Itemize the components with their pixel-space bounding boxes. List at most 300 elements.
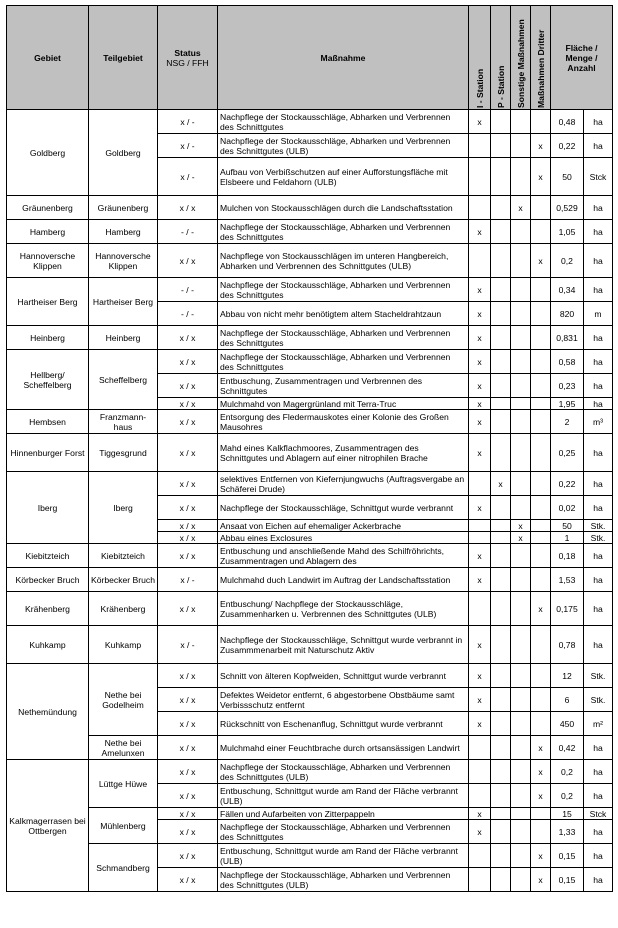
cell-status: x / - [158,158,218,196]
cell-unit: ha [584,134,613,158]
cell-massnahme: Entbuschung und anschließende Mahd des Schilfröhrichts, Zusammentragen und Ablagern des [218,544,469,568]
cell-massnahme: Nachpflege der Stockausschläge, Abharken und Verbrennen des Schnittgutes [218,350,469,374]
cell-value: 1 [551,532,584,544]
cell-dritter: x [531,134,551,158]
cell-massnahme: Nachpflege der Stockausschläge, Abharken und Verbrennen des Schnittgutes (ULB) [218,760,469,784]
header-istation-label: I - Station [474,68,485,108]
cell-pstation [491,244,511,278]
cell-teilgebiet: Scheffelberg [89,350,158,410]
cell-value: 0,23 [551,374,584,398]
cell-unit: ha [584,760,613,784]
cell-massnahme: Entbuschung, Zusammentragen und Verbrennen des Schnittgutes [218,374,469,398]
cell-teilgebiet: Kuhkamp [89,626,158,664]
cell-value: 0,25 [551,434,584,472]
cell-pstation [491,784,511,808]
cell-status: - / - [158,302,218,326]
cell-sonstige [511,134,531,158]
cell-pstation [491,410,511,434]
cell-istation: x [469,664,491,688]
cell-massnahme: Abbau von nicht mehr benötigtem altem Stacheldrahtzaun [218,302,469,326]
cell-sonstige [511,808,531,820]
cell-massnahme: Mahd eines Kalkflachmoores, Zusammentragen des Schnittgutes und Ablagern auf einer nitrophilen Brache [218,434,469,472]
cell-istation: x [469,350,491,374]
cell-istation: x [469,434,491,472]
cell-gebiet: Kuhkamp [7,626,89,664]
cell-massnahme: Nachpflege der Stockausschläge, Abharken und Verbrennen des Schnittgutes [218,820,469,844]
cell-value: 0,58 [551,350,584,374]
cell-value: 1,53 [551,568,584,592]
cell-dritter [531,568,551,592]
cell-teilgebiet: Krähenberg [89,592,158,626]
cell-massnahme: Mulchmahd duch Landwirt im Auftrag der Landschaftsstation [218,568,469,592]
cell-pstation [491,350,511,374]
cell-dritter [531,808,551,820]
cell-status: - / - [158,278,218,302]
cell-dritter [531,434,551,472]
table-row [7,350,613,374]
cell-dritter: x [531,736,551,760]
cell-dritter [531,712,551,736]
cell-unit: ha [584,784,613,808]
cell-istation: x [469,398,491,410]
cell-unit: ha [584,220,613,244]
cell-sonstige [511,568,531,592]
cell-teilgebiet: Iberg [89,472,158,544]
cell-istation: x [469,626,491,664]
cell-pstation [491,158,511,196]
cell-massnahme: Entbuschung, Schnittgut wurde am Rand der Fläche verbrannt (ULB) [218,844,469,868]
cell-value: 6 [551,688,584,712]
cell-istation: x [469,568,491,592]
cell-istation: x [469,326,491,350]
cell-pstation [491,374,511,398]
cell-value: 0,34 [551,278,584,302]
cell-sonstige [511,434,531,472]
cell-teilgebiet: Gräunenberg [89,196,158,220]
cell-sonstige: x [511,520,531,532]
cell-istation [469,520,491,532]
cell-istation: x [469,712,491,736]
cell-value: 0,02 [551,496,584,520]
cell-sonstige [511,820,531,844]
cell-status: x / x [158,434,218,472]
cell-dritter [531,544,551,568]
cell-value: 15 [551,808,584,820]
cell-istation [469,196,491,220]
cell-sonstige [511,592,531,626]
cell-teilgebiet: Hartheiser Berg [89,278,158,326]
cell-massnahme: Entbuschung, Schnittgut wurde am Rand der Fläche verbrannt (ULB) [218,784,469,808]
cell-value: 0,22 [551,134,584,158]
cell-pstation [491,302,511,326]
cell-unit: Stck [584,158,613,196]
table-row [7,736,613,760]
cell-status: x / x [158,712,218,736]
table-row [7,592,613,626]
cell-unit: ha [584,592,613,626]
cell-gebiet: Hinnenburger Forst [7,434,89,472]
cell-unit: ha [584,868,613,892]
cell-istation [469,532,491,544]
cell-dritter [531,110,551,134]
cell-massnahme: Nachpflege der Stockausschläge, Abharken und Verbrennen des Schnittgutes [218,110,469,134]
cell-massnahme: Nachpflege der Stockausschläge, Abharken und Verbrennen des Schnittgutes [218,220,469,244]
cell-istation: x [469,278,491,302]
cell-istation [469,868,491,892]
cell-teilgebiet: Nethe bei Amelunxen [89,736,158,760]
cell-unit: ha [584,374,613,398]
cell-unit: ha [584,472,613,496]
table-row [7,664,613,688]
cell-massnahme: Nachpflege von Stockausschlägen im unteren Hangbereich, Abharken und Verbrennen des Schnittgutes (ULB) [218,244,469,278]
cell-sonstige [511,664,531,688]
cell-dritter [531,398,551,410]
cell-value: 12 [551,664,584,688]
cell-sonstige [511,626,531,664]
cell-teilgebiet: Franzmann-haus [89,410,158,434]
cell-sonstige [511,398,531,410]
cell-pstation [491,196,511,220]
header-flaeche-2: Menge / [565,52,598,63]
cell-pstation [491,134,511,158]
cell-pstation: x [491,472,511,496]
cell-gebiet: Hartheiser Berg [7,278,89,326]
cell-pstation [491,688,511,712]
cell-gebiet: Kalkmagerrasen bei Ottbergen [7,760,89,892]
cell-sonstige [511,110,531,134]
cell-dritter: x [531,244,551,278]
cell-sonstige [511,220,531,244]
cell-dritter [531,302,551,326]
cell-unit: m³ [584,410,613,434]
cell-gebiet: Gräunenberg [7,196,89,220]
header-sonstige [511,6,531,110]
cell-value: 0,15 [551,844,584,868]
cell-istation [469,244,491,278]
cell-value: 0,2 [551,784,584,808]
table-row [7,220,613,244]
cell-gebiet: Kiebitzteich [7,544,89,568]
cell-status: x / x [158,326,218,350]
cell-status: x / x [158,520,218,532]
cell-status: x / x [158,532,218,544]
cell-sonstige [511,278,531,302]
cell-pstation [491,220,511,244]
cell-status: x / - [158,134,218,158]
cell-unit: Stk. [584,520,613,532]
cell-unit: ha [584,326,613,350]
cell-unit: ha [584,626,613,664]
cell-unit: ha [584,568,613,592]
cell-value: 0,2 [551,760,584,784]
cell-value: 50 [551,520,584,532]
cell-dritter [531,410,551,434]
cell-pstation [491,434,511,472]
cell-massnahme: Schnitt von älteren Kopfweiden, Schnittgut wurde verbrannt [218,664,469,688]
cell-pstation [491,808,511,820]
cell-pstation [491,712,511,736]
cell-pstation [491,568,511,592]
cell-massnahme: Ansaat von Eichen auf ehemaliger Ackerbrache [218,520,469,532]
cell-unit: ha [584,434,613,472]
cell-istation [469,844,491,868]
cell-dritter [531,196,551,220]
cell-istation [469,134,491,158]
table-row [7,760,613,784]
cell-gebiet: Heinberg [7,326,89,350]
table-row [7,844,613,868]
cell-status: x / x [158,808,218,820]
cell-unit: ha [584,110,613,134]
cell-istation [469,158,491,196]
table-row [7,326,613,350]
cell-massnahme: Entsorgung des Fledermauskotes einer Kolonie des Großen Mausohres [218,410,469,434]
cell-dritter [531,626,551,664]
cell-unit: ha [584,820,613,844]
cell-unit: ha [584,196,613,220]
cell-unit: Stk. [584,688,613,712]
cell-unit: ha [584,350,613,374]
cell-unit: ha [584,278,613,302]
cell-massnahme: Nachpflege der Stockausschläge, Abharken und Verbrennen des Schnittgutes [218,278,469,302]
cell-dritter [531,350,551,374]
cell-status: x / - [158,110,218,134]
cell-istation [469,472,491,496]
cell-teilgebiet: Hamberg [89,220,158,244]
cell-gebiet: Hannoversche Klippen [7,244,89,278]
header-flaeche-1: Fläche / [565,42,598,53]
cell-teilgebiet: Tiggesgrund [89,434,158,472]
cell-massnahme: Mulchmahd einer Feuchtbrache durch ortsansässigen Landwirt [218,736,469,760]
cell-teilgebiet: Kiebitzteich [89,544,158,568]
cell-teilgebiet: Schmandberg [89,844,158,892]
cell-status: x / x [158,844,218,868]
cell-massnahme: Nachpflege der Stockausschläge, Abharken und Verbrennen des Schnittgutes (ULB) [218,868,469,892]
cell-sonstige [511,158,531,196]
cell-unit: Stck [584,808,613,820]
cell-massnahme: Fällen und Aufarbeiten von Zitterpappeln [218,808,469,820]
cell-status: x / x [158,688,218,712]
cell-dritter [531,688,551,712]
cell-value: 0,15 [551,868,584,892]
cell-gebiet: Hamberg [7,220,89,244]
cell-dritter [531,820,551,844]
cell-istation: x [469,220,491,244]
cell-dritter [531,220,551,244]
cell-massnahme: Aufbau von Verbißschutzen auf einer Aufforstungsfläche mit Elsbeere und Feldahorn (ULB) [218,158,469,196]
cell-status: x / x [158,374,218,398]
header-flaeche-3: Anzahl [567,62,596,73]
cell-sonstige [511,784,531,808]
cell-massnahme: Entbuschung/ Nachpflege der Stockausschläge, Zusammenharken u. Verbrennen des Schnittgutes (ULB) [218,592,469,626]
cell-unit: ha [584,244,613,278]
cell-status: x / x [158,784,218,808]
cell-status: x / x [158,472,218,496]
cell-pstation [491,844,511,868]
cell-sonstige [511,374,531,398]
cell-massnahme: Nachpflege der Stockausschläge, Schnittgut wurde verbrannt in Zusammmenarbeit mit Naturschutz Aktiv [218,626,469,664]
cell-istation: x [469,820,491,844]
cell-gebiet: Iberg [7,472,89,544]
cell-value: 0,48 [551,110,584,134]
cell-value: 1,33 [551,820,584,844]
cell-dritter [531,532,551,544]
cell-dritter [531,278,551,302]
table-row [7,278,613,302]
cell-unit: Stk. [584,532,613,544]
cell-value: 0,18 [551,544,584,568]
cell-value: 450 [551,712,584,736]
cell-massnahme: Defektes Weidetor entfernt, 6 abgestorbene Obstbäume samt Verbissschutz entfernt [218,688,469,712]
cell-pstation [491,398,511,410]
cell-value: 0,22 [551,472,584,496]
cell-unit: m [584,302,613,326]
cell-gebiet: Nethemündung [7,664,89,760]
header-massnahme: Maßnahme [218,6,469,110]
header-istation [469,6,491,110]
cell-teilgebiet: Nethe bei Godelheim [89,664,158,736]
cell-dritter: x [531,592,551,626]
cell-istation: x [469,544,491,568]
cell-gebiet: Goldberg [7,110,89,196]
cell-gebiet: Körbecker Bruch [7,568,89,592]
cell-sonstige [511,326,531,350]
measures-table [6,5,613,892]
table-row [7,544,613,568]
cell-status: x / x [158,496,218,520]
cell-dritter: x [531,844,551,868]
cell-massnahme: Nachpflege der Stockausschläge, Schnittgut wurde verbrannt [218,496,469,520]
table-row [7,568,613,592]
cell-dritter: x [531,784,551,808]
cell-massnahme: Nachpflege der Stockausschläge, Abharken und Verbrennen des Schnittgutes [218,326,469,350]
cell-unit: ha [584,844,613,868]
header-teilgebiet: Teilgebiet [89,6,158,110]
cell-status: x / x [158,544,218,568]
cell-teilgebiet: Heinberg [89,326,158,350]
cell-dritter: x [531,868,551,892]
header-status-line2: NSG / FFH [166,57,209,68]
cell-status: x / - [158,626,218,664]
header-sonstige-label: Sonstige Maßnahmen [515,18,526,108]
cell-istation [469,784,491,808]
cell-pstation [491,760,511,784]
cell-istation: x [469,110,491,134]
cell-pstation [491,592,511,626]
cell-pstation [491,820,511,844]
cell-value: 0,2 [551,244,584,278]
table-row [7,110,613,134]
table-row [7,472,613,496]
cell-value: 1,95 [551,398,584,410]
table-row [7,808,613,820]
cell-value: 0,529 [551,196,584,220]
cell-unit: ha [584,398,613,410]
cell-sonstige: x [511,532,531,544]
header-status-line1: Status [174,47,201,58]
cell-pstation [491,326,511,350]
cell-gebiet: Krähenberg [7,592,89,626]
cell-sonstige [511,244,531,278]
cell-status: x / x [158,868,218,892]
cell-value: 1,05 [551,220,584,244]
table-row [7,196,613,220]
cell-sonstige [511,302,531,326]
cell-status: x / x [158,196,218,220]
header-pstation [491,6,511,110]
cell-istation: x [469,688,491,712]
cell-status: x / x [158,820,218,844]
cell-istation [469,760,491,784]
cell-status: x / x [158,592,218,626]
table-row [7,244,613,278]
cell-value: 0,78 [551,626,584,664]
cell-dritter [531,326,551,350]
cell-sonstige [511,350,531,374]
cell-istation: x [469,302,491,326]
header-row [7,6,613,110]
cell-massnahme: Abbau eines Exclosures [218,532,469,544]
cell-unit: Stk. [584,664,613,688]
cell-status: x / x [158,244,218,278]
cell-dritter [531,520,551,532]
header-status [158,6,218,110]
cell-sonstige [511,688,531,712]
cell-pstation [491,664,511,688]
header-gebiet: Gebiet [7,6,89,110]
cell-value: 50 [551,158,584,196]
cell-unit: ha [584,544,613,568]
cell-status: x / x [158,410,218,434]
cell-unit: ha [584,736,613,760]
cell-istation: x [469,808,491,820]
header-dritter-label: Maßnahmen Dritter [535,29,546,108]
cell-sonstige [511,736,531,760]
cell-status: x / x [158,760,218,784]
cell-sonstige [511,712,531,736]
cell-status: x / x [158,350,218,374]
cell-massnahme: Rückschnitt von Eschenanflug, Schnittgut wurde verbrannt [218,712,469,736]
cell-value: 2 [551,410,584,434]
cell-massnahme: selektives Entfernen von Kiefernjungwuchs (Auftragsvergabe an Schäferei Drude) [218,472,469,496]
cell-pstation [491,626,511,664]
cell-status: x / x [158,398,218,410]
header-dritter [531,6,551,110]
cell-istation: x [469,374,491,398]
cell-teilgebiet: Körbecker Bruch [89,568,158,592]
cell-sonstige [511,544,531,568]
cell-istation [469,592,491,626]
cell-pstation [491,532,511,544]
cell-teilgebiet: Lüttge Hüwe [89,760,158,808]
header-flaeche [551,6,613,110]
header-pstation-label: P - Station [495,65,506,108]
cell-pstation [491,110,511,134]
cell-dritter [531,496,551,520]
cell-unit: m² [584,712,613,736]
cell-istation: x [469,496,491,520]
cell-dritter [531,664,551,688]
cell-pstation [491,496,511,520]
cell-status: x / - [158,568,218,592]
cell-sonstige: x [511,196,531,220]
table-row [7,434,613,472]
cell-pstation [491,544,511,568]
cell-sonstige [511,760,531,784]
cell-pstation [491,520,511,532]
cell-teilgebiet: Mühlenberg [89,808,158,844]
cell-dritter [531,374,551,398]
